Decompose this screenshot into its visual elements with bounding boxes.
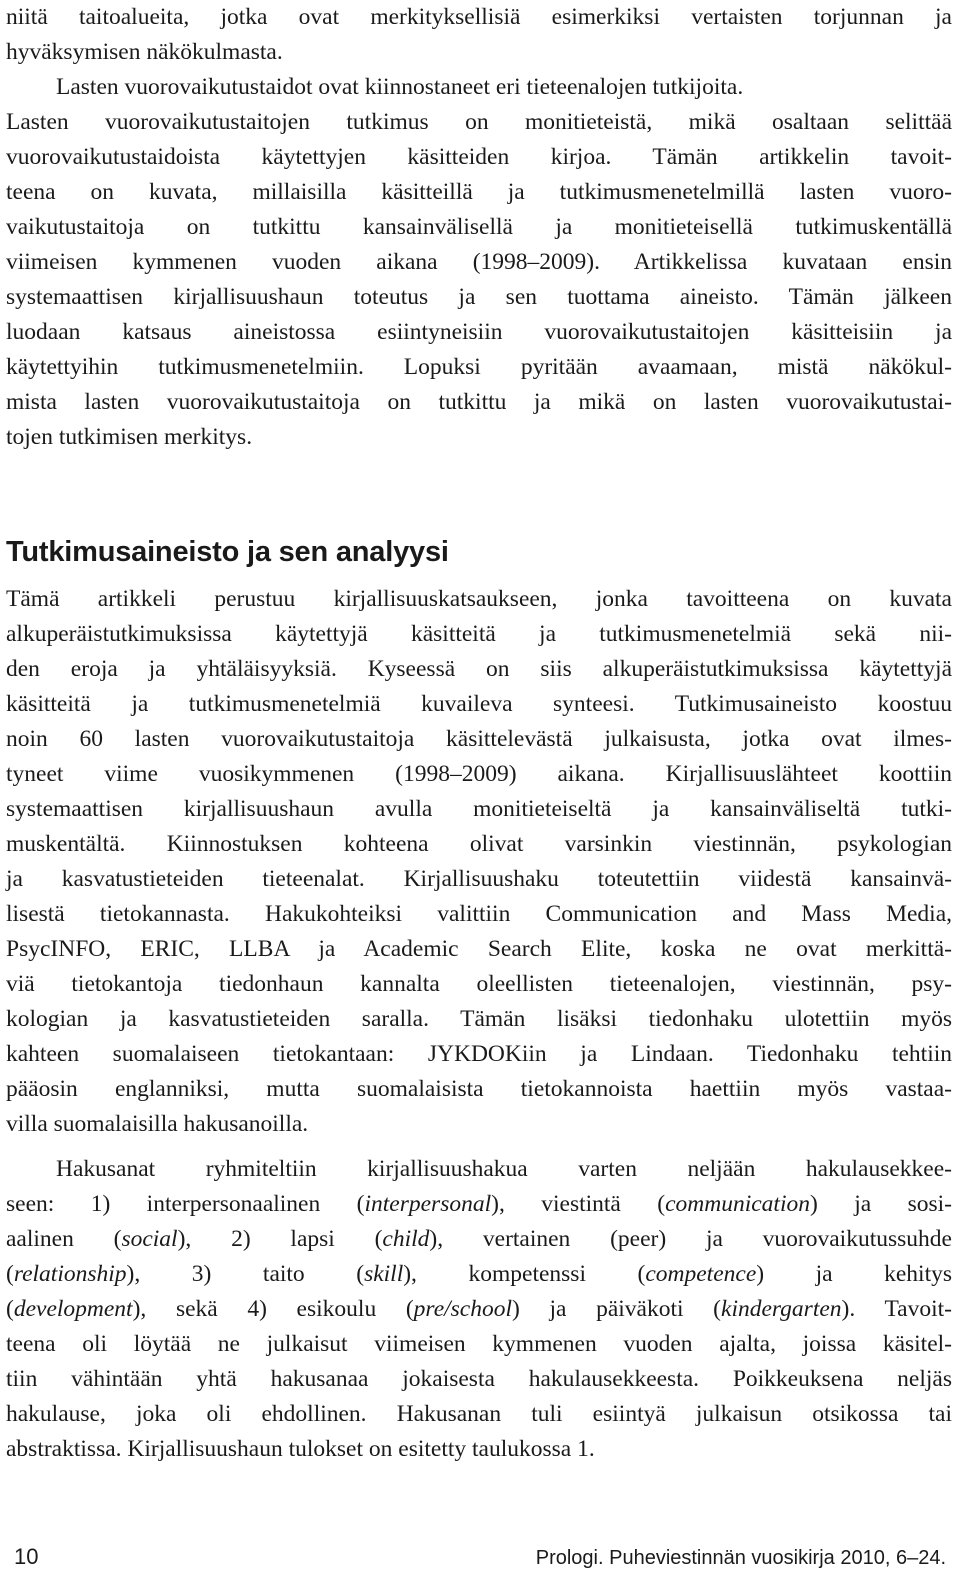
text-line: mista lasten vuorovaikutustaitoja on tutkittu ja mikä on lasten vuorovaikutustai- [6,389,952,415]
english-term: kindergarten [721,1296,842,1322]
english-term: child [382,1226,430,1252]
text-line: tojen tutkimisen merkitys. [6,424,253,450]
english-term: relationship [13,1261,127,1287]
journal-reference: Prologi. Puheviestinnän vuosikirja 2010, 6–24. [535,1547,946,1569]
text-line: teena oli löytää ne julkaisut viimeisen kymmenen vuoden ajalta, joissa käsitel- [6,1331,952,1357]
text-line: ja kasvatustieteiden tieteenalat. Kirjallisuushaku toteutettiin viidestä kansainvä- [6,866,952,892]
text-line: hyväksymisen näkökulmasta. [6,39,283,65]
text-line: viä tietokantoja tiedonhaun kannalta oleellisten tieteenalojen, viestinnän, psy- [6,971,952,997]
text-line: abstraktissa. Kirjallisuushaun tulokset on esitetty taulukossa 1. [6,1436,595,1462]
text-line: hakulause, joka oli ehdollinen. Hakusanan tuli esiintyä julkaisun otsikossa tai [6,1401,952,1427]
text-line: vaikutustaitoja on tutkittu kansainvälisellä ja monitieteisellä tutkimuskentällä [6,214,952,240]
text-line: noin 60 lasten vuorovaikutustaitoja käsittelevästä julkaisusta, jotka ovat ilmes- [6,726,952,752]
section-paragraph [6,582,952,1142]
english-term: communication [665,1191,810,1217]
text-line: teena on kuvata, millaisilla käsitteillä ja tutkimusmenetelmillä lasten vuoro- [6,179,952,205]
english-term: development [13,1296,133,1322]
english-term: interpersonal [364,1191,492,1217]
text-line: niitä taitoalueita, jotka ovat merkityksellisiä esimerkiksi vertaisten torjunnan ja [6,4,952,30]
text-line: pääosin englanniksi, mutta suomalaisista tietokannoista haettiin myös vastaa- [6,1076,952,1102]
section-paragraph-search-terms [6,1152,952,1467]
text-line [6,1292,952,1327]
english-term: competence [645,1261,757,1287]
text-line: systemaattisen kirjallisuushaun avulla monitieteiseltä ja kansainväliseltä tutki- [6,796,952,822]
text-line: Tämä artikkeli perustuu kirjallisuuskatsaukseen, jonka tavoitteena on kuvata [6,586,952,612]
text-line: tyneet viime vuosikymmenen (1998–2009) aikana. Kirjallisuuslähteet koottiin [6,761,952,787]
text-run: ), kompetenssi ( [403,1261,646,1287]
text-run: ), sekä 4) esikoulu ( [132,1296,414,1322]
english-term: social [121,1226,178,1252]
text-line: muskentältä. Kiinnostuksen kohteena olivat varsinkin viestinnän, psykologian [6,831,952,857]
text-line: kahteen suomalaiseen tietokantaan: JYKDOKiin ja Lindaan. Tiedonhaku tehtiin [6,1041,952,1067]
text-run: ), viestintä ( [491,1191,666,1217]
text-run: ), 2) lapsi ( [177,1226,383,1252]
text-line: alkuperäistutkimuksissa käytettyjä käsitteitä ja tutkimusmenetelmiä sekä nii- [6,621,952,647]
text-line: lisestä tietokannasta. Hakukohteiksi valittiin Communication and Mass Media, [6,901,952,927]
english-term: pre/school [413,1296,513,1322]
text-run: seen: 1) interpersonaalinen ( [6,1191,365,1217]
text-line: kologian ja kasvatustieteiden saralla. Tämän lisäksi tiedonhaku ulotettiin myös [6,1006,952,1032]
text-run: ), vertainen (peer) ja vuorovaikutussuhde [429,1226,952,1252]
text-line: viimeisen kymmenen vuoden aikana (1998–2009). Artikkelissa kuvataan ensin [6,249,952,275]
text-line: den eroja ja yhtäläisyyksiä. Kyseessä on siis alkuperäistutkimuksissa käytettyjä [6,656,952,682]
text-line: Hakusanat ryhmiteltiin kirjallisuushakua varten neljään hakulausekkee- [56,1156,952,1182]
text-run: ) ja sosi- [809,1191,952,1217]
page-number: 10 [14,1544,39,1569]
text-line [6,1257,952,1292]
text-line [6,1222,952,1257]
text-line: vuorovaikutustaidoista käytettyjen käsitteiden kirjoa. Tämän artikkelin tavoit- [6,144,952,170]
text-run: ( [6,1296,14,1322]
text-run: ) ja kehitys [756,1261,953,1287]
text-line: PsycINFO, ERIC, LLBA ja Academic Search Elite, koska ne ovat merkittä- [6,936,952,962]
text-line: käsitteitä ja tutkimusmenetelmiä kuvaileva synteesi. Tutkimusaineisto koostuu [6,691,952,717]
text-run: ). Tavoit- [841,1296,952,1322]
text-line: villa suomalaisilla hakusanoilla. [6,1111,309,1137]
text-line: Lasten vuorovaikutustaitojen tutkimus on monitieteistä, mikä osaltaan selittää [6,109,952,135]
text-line [6,1187,952,1222]
intro-paragraph [6,0,952,455]
english-term: skill [364,1261,404,1287]
text-line: tiin vähintään yhtä hakusanaa jokaisesta hakulausekkeesta. Poikkeuksena neljäs [6,1366,952,1392]
section-heading: Tutkimusaineisto ja sen analyysi [6,536,449,568]
text-run: ), 3) taito ( [126,1261,365,1287]
text-line: Lasten vuorovaikutustaidot ovat kiinnostaneet eri tieteenalojen tutkijoita. [56,74,744,100]
text-line: luodaan katsaus aineistossa esiintyneisiin vuorovaikutustaitojen käsitteisiin ja [6,319,952,345]
text-line: systemaattisen kirjallisuushaun toteutus ja sen tuottama aineisto. Tämän jälkeen [6,284,952,310]
text-run: aalinen ( [6,1226,122,1252]
text-line: käytettyihin tutkimusmenetelmiin. Lopuksi pyritään avaamaan, mistä näkökul- [6,354,952,380]
text-run: ( [6,1261,14,1287]
text-run: ) ja päiväkoti ( [512,1296,722,1322]
